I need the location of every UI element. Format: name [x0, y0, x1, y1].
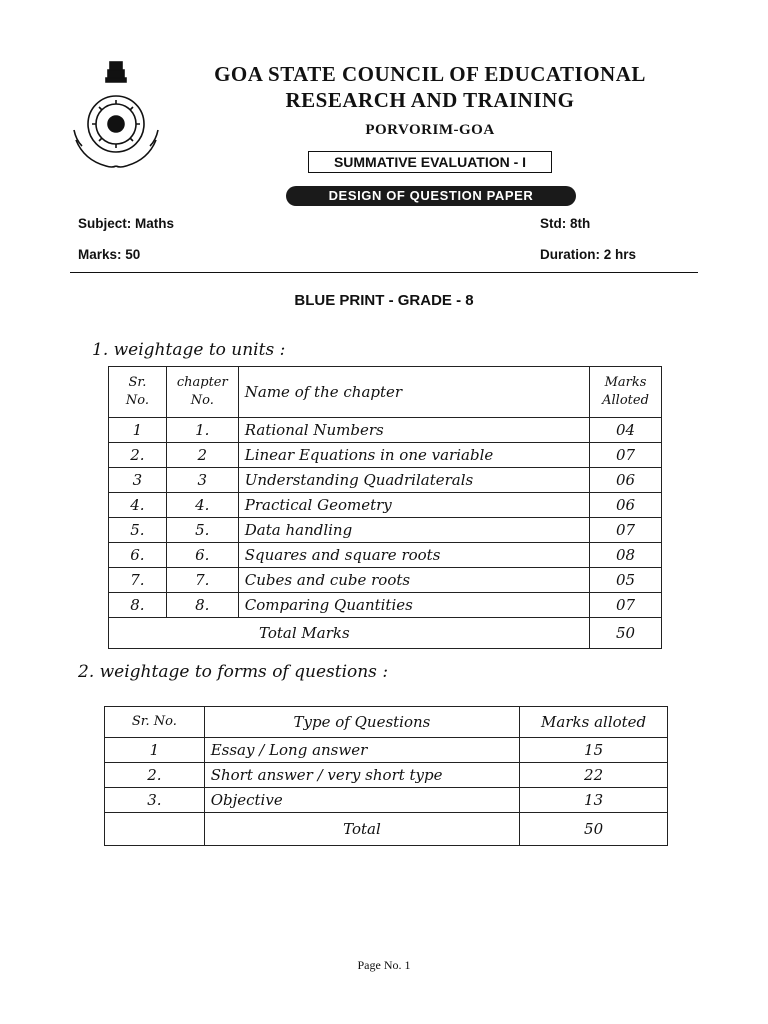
total-empty-cell	[105, 813, 205, 846]
row-marks: 04	[590, 418, 662, 443]
question-forms-table	[104, 706, 668, 846]
row-sr: 7.	[109, 568, 167, 593]
table-row	[109, 443, 662, 468]
std-label: Std: 8th	[540, 216, 591, 231]
row-marks: 06	[590, 493, 662, 518]
table-row	[109, 493, 662, 518]
row-chapter: 5.	[166, 518, 238, 543]
subject-label: Subject: Maths	[78, 216, 175, 231]
header-divider	[70, 272, 698, 273]
row-name: Comparing Quantities	[238, 593, 589, 618]
table-total-row	[105, 813, 668, 846]
table-row	[109, 518, 662, 543]
blueprint-title: BLUE PRINT - GRADE - 8	[294, 292, 474, 309]
row-sr: 5.	[109, 518, 167, 543]
row-sr: 3	[109, 468, 167, 493]
government-of-goa-seal-icon	[70, 60, 162, 170]
total-label: Total	[204, 813, 520, 846]
header-question-type: Type of Questions	[204, 707, 520, 738]
table-row	[105, 763, 668, 788]
row-type: Essay / Long answer	[204, 738, 520, 763]
duration-label: Duration: 2 hrs	[540, 247, 637, 262]
header-chapter-name: Name of the chapter	[238, 367, 589, 418]
design-title-pill: DESIGN OF QUESTION PAPER	[286, 186, 576, 206]
row-sr: 2.	[105, 763, 205, 788]
exam-title-box: SUMMATIVE EVALUATION - I	[308, 151, 552, 173]
row-marks: 07	[590, 443, 662, 468]
row-marks: 15	[520, 738, 668, 763]
row-name: Understanding Quadrilaterals	[238, 468, 589, 493]
header-marks-alloted: Marks alloted	[520, 707, 668, 738]
section1-title: 1. weightage to units :	[92, 340, 286, 360]
row-marks: 07	[590, 593, 662, 618]
org-place: PORVORIM-GOA	[365, 122, 495, 138]
table-row	[109, 593, 662, 618]
table-header-row	[109, 367, 662, 418]
row-chapter: 6.	[166, 543, 238, 568]
row-marks: 07	[590, 518, 662, 543]
row-name: Data handling	[238, 518, 589, 543]
section2-title: 2. weightage to forms of questions :	[78, 662, 389, 682]
row-marks: 22	[520, 763, 668, 788]
row-chapter: 7.	[166, 568, 238, 593]
row-chapter: 8.	[166, 593, 238, 618]
org-title-line1: GOA STATE COUNCIL OF EDUCATIONAL	[214, 62, 646, 86]
row-name: Practical Geometry	[238, 493, 589, 518]
table-row	[109, 418, 662, 443]
row-chapter: 4.	[166, 493, 238, 518]
header-sr-no: Sr. No.	[109, 367, 167, 418]
table-header-row	[105, 707, 668, 738]
row-name: Linear Equations in one variable	[238, 443, 589, 468]
row-sr: 3.	[105, 788, 205, 813]
row-type: Objective	[204, 788, 520, 813]
table-row	[109, 468, 662, 493]
row-sr: 4.	[109, 493, 167, 518]
table-row	[105, 738, 668, 763]
row-chapter: 3	[166, 468, 238, 493]
row-sr: 8.	[109, 593, 167, 618]
row-sr: 1	[109, 418, 167, 443]
total-value: 50	[520, 813, 668, 846]
row-name: Squares and square roots	[238, 543, 589, 568]
org-title-line2: RESEARCH AND TRAINING	[285, 88, 575, 112]
row-sr: 2.	[109, 443, 167, 468]
table-row	[105, 788, 668, 813]
row-chapter: 1.	[166, 418, 238, 443]
header-sr-no: Sr. No.	[105, 707, 205, 738]
total-marks-value: 50	[590, 618, 662, 649]
units-weightage-table	[108, 366, 662, 649]
row-marks: 08	[590, 543, 662, 568]
row-sr: 1	[105, 738, 205, 763]
table-total-row	[109, 618, 662, 649]
table-row	[109, 543, 662, 568]
marks-label: Marks: 50	[78, 247, 141, 262]
page-number: Page No. 1	[357, 958, 411, 972]
header-chapter-no: chapter No.	[166, 367, 238, 418]
row-marks: 13	[520, 788, 668, 813]
total-marks-label: Total Marks	[109, 618, 590, 649]
row-name: Cubes and cube roots	[238, 568, 589, 593]
header-marks-alloted: Marks Alloted	[590, 367, 662, 418]
row-marks: 06	[590, 468, 662, 493]
row-name: Rational Numbers	[238, 418, 589, 443]
row-marks: 05	[590, 568, 662, 593]
row-chapter: 2	[166, 443, 238, 468]
row-sr: 6.	[109, 543, 167, 568]
table-row	[109, 568, 662, 593]
row-type: Short answer / very short type	[204, 763, 520, 788]
